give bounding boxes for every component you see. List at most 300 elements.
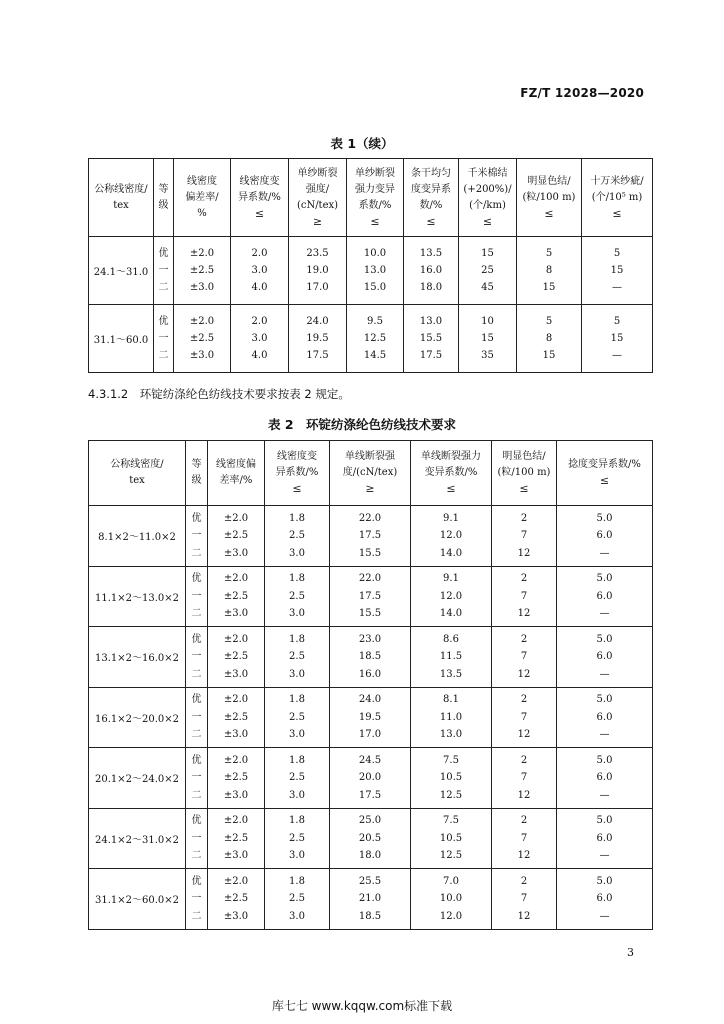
table2-value: 2 — [520, 875, 528, 887]
table2-grade-cell — [186, 748, 208, 809]
table2-grade: 优 — [191, 573, 202, 584]
table2-grade: 二 — [191, 789, 202, 801]
table2-grade: 二 — [191, 910, 202, 922]
table2-header-line: 级 — [191, 475, 202, 486]
table2-value: 3.0 — [289, 910, 305, 922]
table2-value: 18.5 — [358, 651, 382, 662]
table2-value: 20.5 — [358, 832, 382, 844]
table2-value: 2 — [520, 815, 528, 826]
table1-value: ±2.0 — [189, 316, 215, 327]
table2-value: 6.0 — [596, 530, 613, 541]
table2-grade-cell — [186, 566, 208, 627]
table2-header-line: 线密度偏 — [216, 459, 256, 470]
table2-value-cell — [411, 748, 492, 809]
table2-value: 1.8 — [289, 512, 305, 524]
table1-value: 2.0 — [251, 248, 268, 259]
table1-header-line: ≤ — [370, 214, 380, 228]
table1-value: 5 — [613, 248, 621, 259]
table2-value-cell — [492, 687, 557, 748]
table1-header-line: % — [197, 207, 207, 219]
table2-value: 11.0 — [439, 711, 463, 723]
table2-value: 5.0 — [596, 875, 613, 887]
table2-value: 1.8 — [289, 875, 305, 887]
table1-header-cell — [582, 159, 653, 237]
table2-value: 6.0 — [596, 590, 613, 602]
table2-value: 2 — [520, 694, 528, 705]
table2-value: ±2.0 — [223, 633, 249, 645]
table2-value: 2 — [520, 633, 528, 645]
table1-header-line: 线密度变 — [239, 175, 280, 187]
table2-value: ±3.0 — [223, 910, 249, 922]
table2-value: 6.0 — [596, 832, 613, 844]
table1-header-line: (个/10⁵ m) — [591, 191, 643, 203]
table2-value: 22.0 — [358, 573, 382, 584]
table2-value: ±2.5 — [223, 651, 249, 662]
table2-value: 12 — [517, 668, 531, 680]
table2-value: 3.0 — [289, 850, 305, 861]
table2-value: 2.5 — [289, 590, 305, 602]
table2-value-cell — [492, 808, 557, 869]
table2-grade: 优 — [191, 694, 202, 705]
table1-title: 表 1（续） — [330, 136, 394, 151]
table1-header-line: ≤ — [612, 206, 622, 220]
table2-value-cell — [557, 748, 653, 809]
table1-header-cell — [517, 159, 582, 237]
table1-header-line: 千米棉结 — [467, 167, 508, 179]
table2-grade: 优 — [191, 633, 202, 645]
table2-value: 19.5 — [358, 711, 382, 723]
table2-grade: 二 — [191, 608, 202, 619]
table2-value: — — [599, 910, 610, 922]
table2-value: ±2.5 — [223, 711, 249, 723]
table2-value: 3.0 — [289, 668, 305, 680]
table2-value: ±3.0 — [223, 789, 249, 801]
table2-value: 12 — [517, 910, 531, 922]
table2-value: ±2.0 — [223, 815, 249, 826]
table2-value: 2 — [520, 754, 528, 766]
table2-value: 3.0 — [289, 789, 305, 801]
table1-header-cell — [174, 159, 231, 237]
table1-grade: 一 — [158, 265, 169, 276]
table2-value-cell — [411, 506, 492, 567]
table1-value-cell — [231, 237, 289, 305]
table1-value: ±2.0 — [189, 248, 215, 259]
table2-value: 3.0 — [289, 547, 305, 559]
table1-value: 13.0 — [363, 265, 387, 276]
table1-header-line: ≤ — [254, 206, 265, 220]
table2-value-cell — [411, 808, 492, 869]
table2-value: 7 — [520, 651, 528, 662]
table2-value: 2.5 — [289, 893, 305, 904]
table2-grade-cell — [186, 808, 208, 869]
table2-value-cell — [208, 748, 265, 809]
table1-value-cell — [404, 305, 459, 373]
table2-value-cell — [265, 808, 330, 869]
table2-header-line: 捻度变异系数/% — [568, 459, 641, 470]
table2-grade: 优 — [191, 512, 202, 524]
table2-value: — — [599, 789, 610, 801]
table2-header-line: 差率/% — [219, 475, 253, 486]
table2-grade-cell — [186, 869, 208, 930]
table1-density-cell: 31.1～60.0 — [89, 305, 154, 373]
table1-value: 5 — [545, 316, 553, 327]
table2-value: 2 — [520, 512, 528, 524]
table1-grade: 优 — [158, 248, 169, 259]
table2-grade: 一 — [191, 530, 202, 541]
table1-value: 15 — [610, 265, 624, 276]
footer-text: 库七七 www.kqqw.com标准下载 — [271, 999, 453, 1013]
table1-grade-cell — [154, 305, 174, 373]
table2-value: 13.5 — [439, 668, 463, 680]
table2-row — [89, 869, 653, 930]
table2-value: 12.5 — [439, 850, 463, 861]
table1-value-cell — [459, 305, 517, 373]
table1-header-line: ≤ — [426, 214, 436, 228]
table2-value: 7 — [520, 893, 528, 904]
table2-value-cell — [330, 506, 411, 567]
table2-value-cell — [492, 506, 557, 567]
table1-value-cell — [459, 237, 517, 305]
table2-grade: 一 — [191, 893, 202, 904]
table2-value: 12.0 — [439, 530, 463, 541]
table2-row — [89, 627, 653, 688]
table2-header-cell — [411, 441, 492, 506]
table2-value: ±2.0 — [223, 573, 249, 584]
table2-value: 17.5 — [358, 590, 382, 602]
table2-value: 10.0 — [439, 893, 463, 904]
table1-row — [89, 237, 653, 305]
table2-value: 8.6 — [443, 633, 459, 645]
table1-value: 4.0 — [251, 282, 268, 293]
table2-value-cell — [411, 566, 492, 627]
table2-value: 6.0 — [596, 651, 613, 662]
table2-value: 1.8 — [289, 573, 305, 584]
table1-value: 2.0 — [251, 316, 268, 327]
table2-header-line: 明显色结/ — [502, 451, 546, 462]
table2-value: 24.5 — [358, 754, 382, 766]
table2-value: 15.5 — [358, 608, 382, 619]
table1-value: 12.5 — [363, 333, 387, 344]
table2 — [88, 440, 653, 930]
table2-value: ±2.5 — [223, 832, 249, 844]
table2-value: 7 — [520, 711, 528, 723]
table2-value: 17.5 — [358, 789, 382, 801]
table1-value-cell — [231, 305, 289, 373]
table2-value: 20.0 — [358, 772, 382, 783]
table2-density-cell: 24.1×2～31.0×2 — [89, 808, 186, 869]
table1-header-line: 强力变异 — [355, 183, 395, 195]
table1-grade-cell — [154, 237, 174, 305]
table1-header-line: ≤ — [482, 214, 493, 228]
table1-value: ±3.0 — [189, 282, 215, 293]
table1-header-line: ≤ — [544, 206, 554, 220]
table1-value: 24.0 — [306, 316, 329, 327]
table1-header-line: 单纱断裂 — [355, 167, 395, 179]
table1-value: 9.5 — [367, 316, 383, 327]
table2-grade: 二 — [191, 850, 202, 861]
table1-value: 3.0 — [251, 333, 268, 344]
table2-value: 5.0 — [596, 633, 613, 645]
table2-value: 16.0 — [358, 668, 382, 680]
table2-value-cell — [411, 869, 492, 930]
table1-header-line: 偏差率/ — [185, 191, 219, 203]
table2-value: — — [599, 547, 610, 559]
table2-header-line: 公称线密度/ — [110, 459, 164, 470]
table1-grade: 一 — [158, 333, 169, 344]
table1-header-line: 单纱断裂 — [297, 167, 338, 179]
table2-value: 10.5 — [439, 832, 463, 844]
table2-title: 表 2 环锭纺涤纶色纺线技术要求 — [267, 417, 457, 432]
table1-header-line: 条干均匀 — [411, 167, 451, 179]
table2-value: 3.0 — [289, 608, 305, 619]
table2-value: 1.8 — [289, 694, 305, 705]
table1-value: 15 — [542, 350, 556, 361]
table1-value: ±3.0 — [189, 350, 215, 361]
table2-value: 18.5 — [358, 910, 382, 922]
table1-value: 13.0 — [419, 316, 443, 327]
table1-header-line: (个/km) — [469, 199, 506, 211]
table1-density-cell: 24.1～31.0 — [89, 237, 154, 305]
standard-code: FZ/T 12028—2020 — [520, 86, 644, 100]
table1-value: 15.5 — [419, 333, 443, 344]
table2-value: 12.0 — [439, 910, 463, 922]
table2-value: 12 — [517, 789, 531, 801]
clause-text: 4.3.1.2 环锭纺涤纶色纺线技术要求按表 2 规定。 — [88, 387, 350, 401]
table1-value: 23.5 — [306, 248, 329, 259]
table2-density-cell: 20.1×2～24.0×2 — [89, 748, 186, 809]
table2-value-cell — [557, 869, 653, 930]
table1-header-cell — [289, 159, 347, 237]
table1-row — [89, 305, 653, 373]
table2-value-cell — [330, 808, 411, 869]
table2-value: 13.0 — [439, 729, 463, 740]
table1-value-cell — [289, 237, 347, 305]
table2-header-line: tex — [129, 475, 145, 486]
table2-header-cell — [265, 441, 330, 506]
table2-value-cell — [208, 687, 265, 748]
table1-value: 4.0 — [251, 350, 268, 361]
table2-grade: 二 — [191, 547, 202, 559]
table2-value: 5.0 — [596, 815, 613, 826]
table2-value: 1.8 — [289, 815, 305, 826]
table2-row — [89, 748, 653, 809]
table2-grade-cell — [186, 687, 208, 748]
table1-value-cell — [582, 237, 653, 305]
table2-grade-cell — [186, 506, 208, 567]
table2-header-line: 单线断裂强力 — [421, 451, 481, 462]
table2-value-cell — [557, 687, 653, 748]
table2-value: 24.0 — [358, 694, 382, 705]
table1-value: 10 — [481, 316, 494, 327]
table2-grade: 二 — [191, 729, 202, 740]
table2-value: 7 — [520, 530, 528, 541]
table1-header-cell — [347, 159, 404, 237]
table2-value-cell — [557, 627, 653, 688]
table2-value-cell — [208, 506, 265, 567]
table2-value: — — [599, 608, 610, 619]
table2-value: ±2.5 — [223, 530, 249, 541]
table2-row — [89, 506, 653, 567]
table1-header-line: 明显色结/ — [527, 175, 571, 187]
table2-value: ±2.5 — [223, 772, 249, 783]
table2-value: 5.0 — [596, 694, 613, 705]
table2-value-cell — [265, 748, 330, 809]
table2-grade: 一 — [191, 590, 202, 602]
table1-value-cell — [347, 305, 404, 373]
table2-value: ±3.0 — [223, 850, 249, 861]
table2-header-cell — [186, 441, 208, 506]
table2-row — [89, 808, 653, 869]
table2-value-cell — [330, 687, 411, 748]
table2-value-cell — [492, 869, 557, 930]
table2-value: 7 — [520, 590, 528, 602]
table2-density-cell: 13.1×2～16.0×2 — [89, 627, 186, 688]
table2-value-cell — [330, 566, 411, 627]
table1-value: — — [612, 282, 622, 293]
table2-grade: 优 — [191, 875, 202, 887]
table2-grade: 一 — [191, 772, 202, 783]
table1-value: 15.0 — [363, 282, 387, 293]
table1-value: 14.5 — [363, 350, 387, 361]
table2-value: 12 — [517, 850, 531, 861]
table2-header-line: 异系数/% — [275, 467, 319, 478]
table2-grade: 优 — [191, 815, 202, 826]
table2-value-cell — [208, 627, 265, 688]
table2-header-line: 等 — [191, 459, 202, 470]
table2-value: 3.0 — [289, 729, 305, 740]
table2-value: ±2.0 — [223, 875, 249, 887]
table1-value: 16.0 — [419, 265, 443, 276]
table2-header-cell — [208, 441, 265, 506]
table2-value: 12.0 — [439, 590, 463, 602]
table1-header-cell — [231, 159, 289, 237]
table1-header-line: 强度/ — [305, 183, 330, 195]
table2-value: ±2.5 — [223, 590, 249, 602]
table1-value: 19.5 — [306, 333, 329, 344]
table2-value: 2.5 — [289, 832, 305, 844]
table1-header-line: 数/% — [419, 199, 443, 211]
table1-value-cell — [582, 305, 653, 373]
table1-value: ±2.5 — [189, 333, 215, 344]
table1-value: ±2.5 — [189, 265, 215, 276]
table2-density-cell: 11.1×2～13.0×2 — [89, 566, 186, 627]
table2-value: 2.5 — [289, 711, 305, 723]
table2-value: 7 — [520, 832, 528, 844]
table2-header-line: 度/(cN/tex) — [342, 467, 398, 478]
table2-value: ±3.0 — [223, 547, 249, 559]
table1-value-cell — [404, 237, 459, 305]
table2-header-line: ≤ — [599, 474, 610, 487]
table2-header-cell — [330, 441, 411, 506]
table1-header-cell — [459, 159, 517, 237]
table2-value: 11.5 — [439, 651, 463, 662]
table2-header-line: 线密度变 — [277, 451, 317, 462]
table2-density-cell: 16.1×2～20.0×2 — [89, 687, 186, 748]
table2-header-cell — [492, 441, 557, 506]
table1-value-cell — [517, 237, 582, 305]
table2-value: 15.5 — [358, 547, 382, 559]
table2-grade: 一 — [191, 832, 202, 844]
table2-value-cell — [208, 808, 265, 869]
table1-value: 45 — [481, 282, 494, 293]
table2-value: 9.1 — [443, 573, 459, 584]
table2-header-line: ≤ — [446, 482, 456, 495]
table2-value: 18.0 — [358, 850, 382, 861]
table2-value-cell — [265, 869, 330, 930]
table1-value: 18.0 — [419, 282, 443, 293]
table2-value: 21.0 — [358, 893, 382, 904]
table2-value-cell — [492, 748, 557, 809]
table1-value-cell — [289, 305, 347, 373]
table1-header-line: 等 — [158, 183, 169, 195]
table2-header-line: ≥ — [365, 482, 375, 495]
table1-header-line: 公称线密度/ — [94, 183, 148, 195]
table2-value: 14.0 — [439, 547, 463, 559]
table2-value-cell — [411, 687, 492, 748]
table2-value: — — [599, 668, 610, 680]
table2-value: 2.5 — [289, 530, 305, 541]
table2-value: 1.8 — [289, 754, 305, 766]
table2-grade: 优 — [191, 754, 202, 766]
table2-value: 25.0 — [358, 815, 382, 826]
table2-value-cell — [557, 566, 653, 627]
table1-header-cell — [89, 159, 154, 237]
table2-value: ±3.0 — [223, 668, 249, 680]
table2-value: 2.5 — [289, 651, 305, 662]
table2-row — [89, 566, 653, 627]
table2-value: 22.0 — [358, 512, 382, 524]
table2-value: 14.0 — [439, 608, 463, 619]
table1-value: 3.0 — [251, 265, 268, 276]
table2-value-cell — [330, 869, 411, 930]
table2-value-cell — [557, 506, 653, 567]
table1-value: 25 — [481, 265, 494, 276]
table1-value: 8 — [545, 333, 553, 344]
table2-value: — — [599, 729, 610, 740]
table1-value-cell — [174, 237, 231, 305]
table2-value: 12 — [517, 547, 531, 559]
table2-value: 23.0 — [358, 633, 382, 645]
table2-value: 12.5 — [439, 789, 463, 801]
table2-value: ±2.0 — [223, 512, 249, 524]
table1-header-line: (粒/100 m) — [522, 191, 576, 203]
table1-value: 10.0 — [363, 248, 387, 259]
table1-header-line: tex — [113, 199, 129, 211]
table1-value: 35 — [481, 350, 494, 361]
table2-value-cell — [330, 627, 411, 688]
table1-value: 13.5 — [419, 248, 443, 259]
table2-header-line: ≤ — [292, 482, 302, 495]
table1-value: 19.0 — [306, 265, 329, 276]
table1-value: 17.0 — [306, 282, 329, 293]
table2-grade: 二 — [191, 668, 202, 680]
table2-value: — — [599, 850, 610, 861]
table2-value: 6.0 — [596, 772, 613, 783]
table2-value-cell — [411, 627, 492, 688]
table1-header-cell — [404, 159, 459, 237]
table2-value: 12 — [517, 608, 531, 619]
table2-row — [89, 687, 653, 748]
table2-grade: 一 — [191, 711, 202, 723]
table1-header-line: 十万米纱疵/ — [590, 175, 644, 187]
table2-header-cell — [557, 441, 653, 506]
table1-header-cell — [154, 159, 174, 237]
table1-value: 15 — [481, 248, 494, 259]
table2-value: 17.5 — [358, 530, 382, 541]
table2-value: ±3.0 — [223, 608, 249, 619]
table2-value-cell — [265, 627, 330, 688]
table2-grade-cell — [186, 627, 208, 688]
